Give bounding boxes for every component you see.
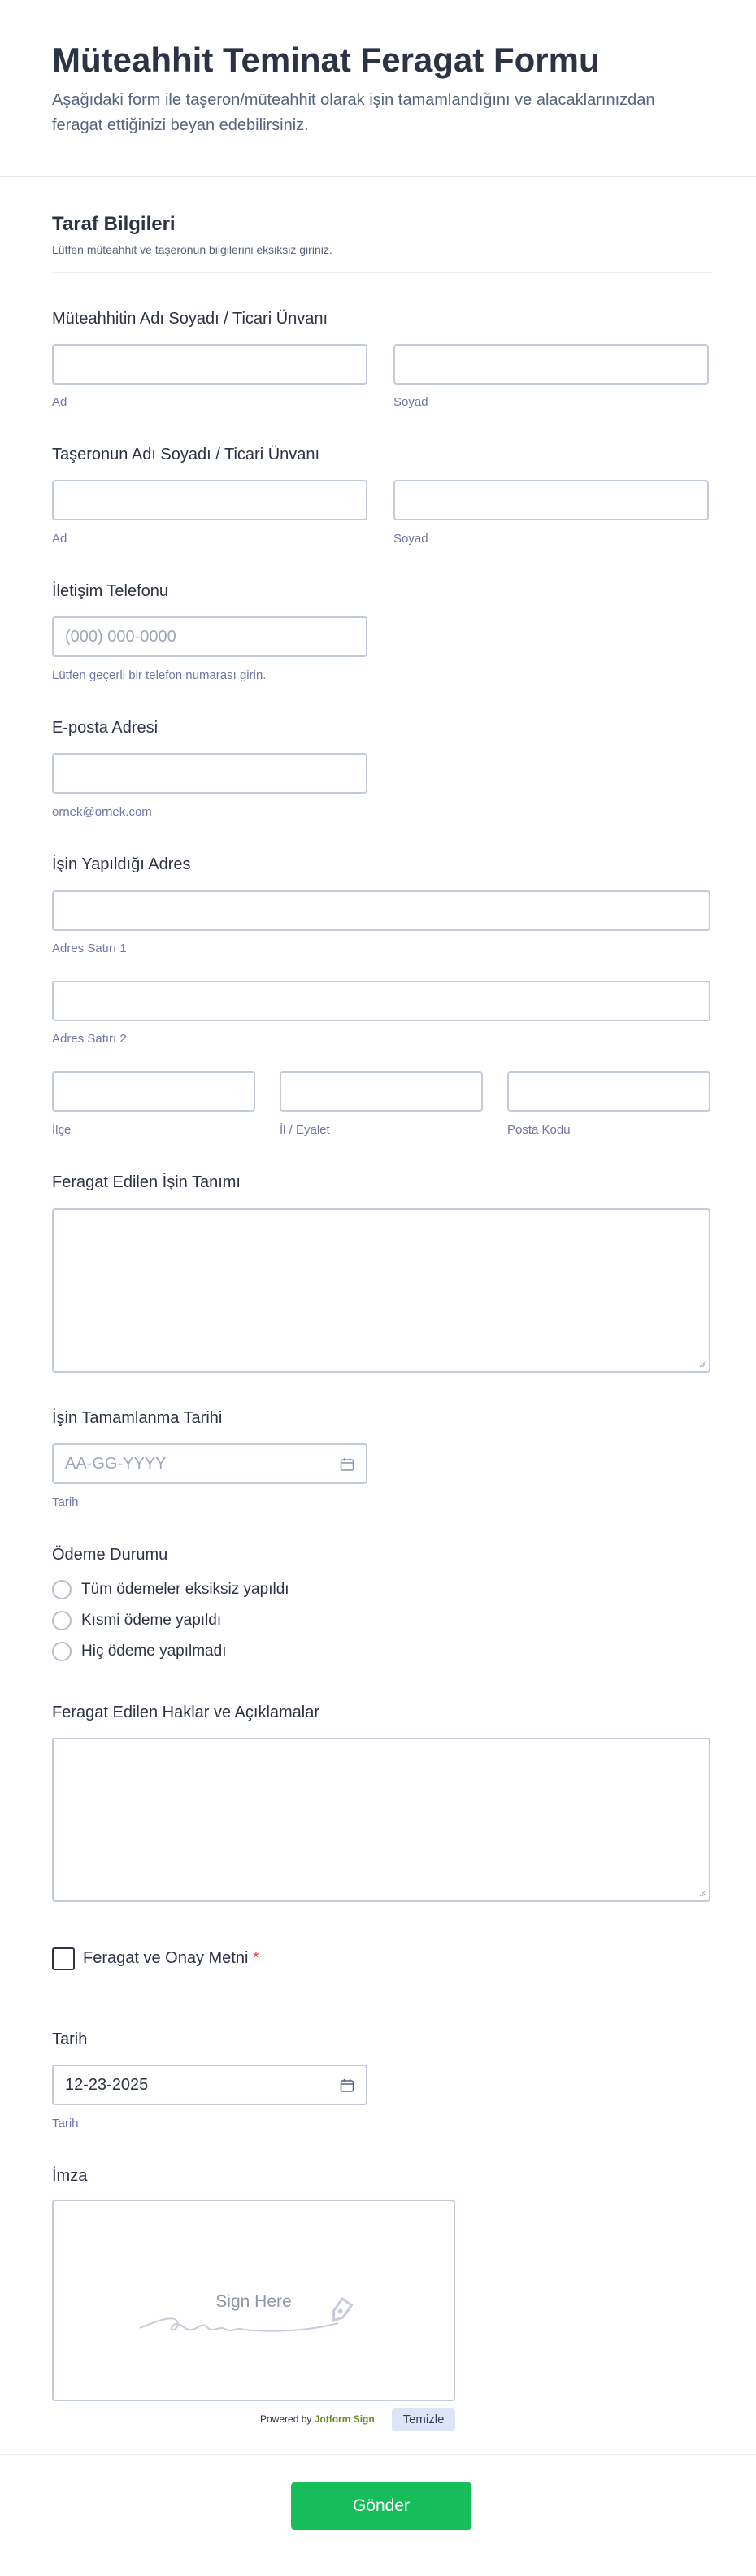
email-label: E-posta Adresi: [52, 719, 159, 737]
form-subtitle: Aşağıdaki form ile taşeron/müteahhit olarak işin tamamlandığını ve alacaklarınızdan feragat ettiğinizi beyan edebilirsiniz.: [52, 91, 655, 134]
signature-pad[interactable]: [52, 2200, 455, 2401]
consent-checkbox[interactable]: [52, 1947, 75, 1970]
date-input[interactable]: [52, 2065, 367, 2105]
district-input[interactable]: [52, 1071, 255, 1112]
address-line1-hint: Adres Satırı 1: [52, 942, 127, 955]
section-subtitle: Lütfen müteahhit ve taşeronun bilgilerini eksiksiz giriniz.: [52, 243, 332, 256]
subcontractor-last-name-input[interactable]: [393, 480, 709, 520]
radio-full-payment[interactable]: [52, 1580, 72, 1599]
waived-rights-textarea[interactable]: [52, 1738, 710, 1902]
completion-date-hint: Tarih: [52, 1495, 79, 1509]
section-title: Taraf Bilgileri: [52, 213, 176, 235]
consent-label: [83, 1949, 259, 1968]
subcontractor-first-name-input[interactable]: [52, 480, 367, 520]
calendar-icon[interactable]: [340, 1457, 354, 1472]
subcontractor-first-hint: Ad: [52, 532, 67, 546]
contractor-last-hint: Soyad: [393, 395, 428, 409]
email-hint: ornek@ornek.com: [52, 805, 152, 819]
powered-by: [260, 2413, 375, 2425]
radio-label-no-payment: Hiç ödeme yapılmadı: [81, 1643, 227, 1660]
address-line2-hint: Adres Satırı 2: [52, 1032, 127, 1046]
contractor-first-hint: Ad: [52, 395, 67, 409]
completion-date-input[interactable]: [52, 1443, 367, 1484]
header-divider: [0, 176, 756, 177]
form-title: Müteahhit Teminat Feragat Formu: [52, 41, 600, 79]
resize-handle-icon[interactable]: [697, 1360, 706, 1368]
footer-divider: [0, 2454, 756, 2455]
radio-partial-payment[interactable]: [52, 1611, 72, 1630]
email-input[interactable]: [52, 753, 367, 794]
completion-date-placeholder: AA-GG-YYYY: [65, 1455, 167, 1473]
radio-label-partial-payment: Kısmi ödeme yapıldı: [81, 1612, 222, 1629]
jotform-sign-brand: Jotform Sign: [314, 2413, 375, 2425]
work-description-label: Feragat Edilen İşin Tanımı: [52, 1173, 241, 1191]
date-label: Tarih: [52, 2030, 88, 2048]
payment-status-label: Ödeme Durumu: [52, 1546, 168, 1564]
phone-placeholder: (000) 000-0000: [65, 628, 176, 646]
submit-button[interactable]: Gönder: [291, 2482, 471, 2530]
phone-label: İletişim Telefonu: [52, 582, 169, 600]
province-hint: İl / Eyalet: [280, 1123, 330, 1137]
waived-rights-label: Feragat Edilen Haklar ve Açıklamalar: [52, 1704, 320, 1721]
postal-code-hint: Posta Kodu: [507, 1123, 571, 1137]
radio-no-payment[interactable]: [52, 1642, 72, 1661]
address-line2-input[interactable]: [52, 981, 710, 1021]
required-mark: *: [253, 1949, 259, 1967]
date-value: 12-23-2025: [65, 2076, 149, 2094]
signature-label: İmza: [52, 2167, 88, 2185]
signature-placeholder: Sign Here: [215, 2292, 292, 2311]
calendar-icon[interactable]: [340, 2078, 354, 2093]
resize-handle-icon[interactable]: [697, 1889, 706, 1897]
phone-input[interactable]: [52, 616, 367, 657]
subcontractor-label: Taşeronun Adı Soyadı / Ticari Ünvanı: [52, 446, 320, 463]
district-hint: İlçe: [52, 1123, 72, 1137]
subcontractor-last-hint: Soyad: [393, 532, 428, 546]
clear-signature-button[interactable]: Temizle: [392, 2408, 455, 2431]
contractor-label: Müteahhitin Adı Soyadı / Ticari Ünvanı: [52, 310, 328, 328]
address-label: İşin Yapıldığı Adres: [52, 855, 191, 873]
address-line1-input[interactable]: [52, 890, 710, 931]
postal-code-input[interactable]: [507, 1071, 710, 1112]
date-hint: Tarih: [52, 2117, 79, 2130]
powered-by-text: Powered by: [260, 2413, 312, 2425]
contractor-first-name-input[interactable]: [52, 344, 367, 385]
work-description-textarea[interactable]: [52, 1208, 710, 1373]
radio-label-full-payment: Tüm ödemeler eksiksiz yapıldı: [81, 1581, 289, 1598]
consent-label-text: Feragat ve Onay Metni: [83, 1949, 249, 1967]
province-input[interactable]: [280, 1071, 483, 1112]
signature-scribble-icon: [135, 2282, 379, 2348]
section-divider: [52, 272, 712, 273]
phone-hint: Lütfen geçerli bir telefon numarası girin.: [52, 668, 267, 682]
completion-date-label: İşin Tamamlanma Tarihi: [52, 1409, 223, 1427]
contractor-last-name-input[interactable]: [393, 344, 709, 385]
